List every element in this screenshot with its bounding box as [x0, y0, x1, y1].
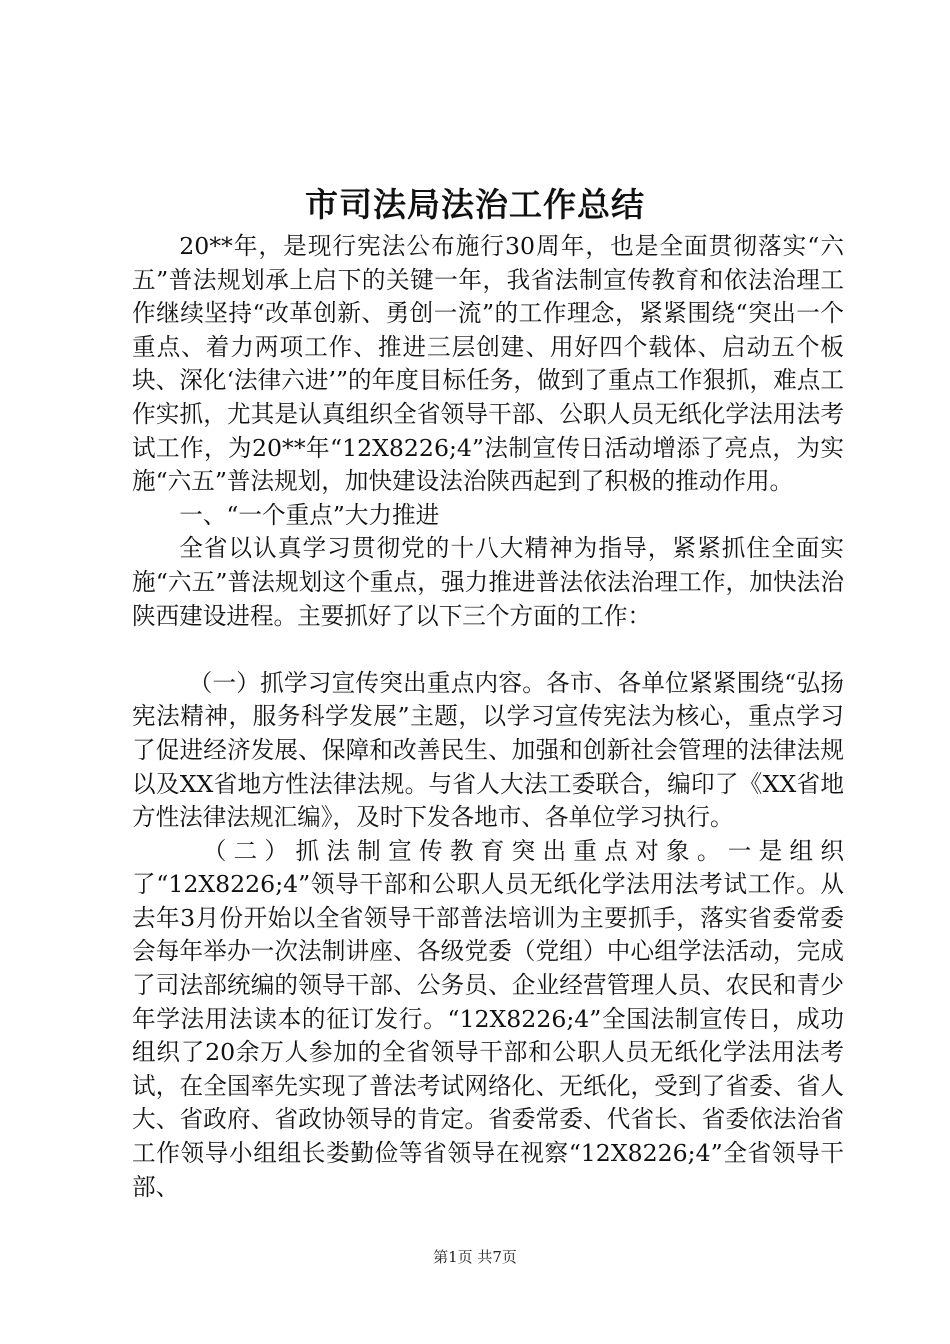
page-indicator: 第1页 共7页 [433, 1248, 517, 1266]
paragraph-spacer [132, 633, 844, 667]
paragraph-subsection-2: （二）抓法制宣传教育突出重点对象。一是组织了“12X8226;4”领导干部和公职人员无纸化学法用法考试工作。从去年3月份开始以全省领导干部普法培训为主要抓手，落实省委常委会每年举办一次法制讲座、各级党委（党组）中心组学法活动，完成了司法部统编的领导干部、公务员、企业经营管理人员、农民和青少年学法用法读本的征订发行。“12X8226;4”全国法制宣传日，成功组织了20余万人参加的全省领导干部和公职人员无纸化学法用法考试，在全国率先实现了普法考试网络化、无纸化，受到了省委、省人大、省政府、省政协领导的肯定。省委常委、代省长、省委依法治省工作领导小组组长娄勤俭等省领导在视察“12X8226;4”全省领导干部、 [132, 836, 844, 1201]
paragraph-subsection-1: （一）抓学习宣传突出重点内容。各市、各单位紧紧围绕“弘扬宪法精神，服务科学发展”主题，以学习宣传宪法为核心，重点学习了促进经济发展、保障和改善民生、加强和创新社会管理的法律法规以及XX省地方性法律法规。与省人大法工委联合，编印了《XX省地方性法律法规汇编》，及时下发各地市、各单位学习执行。 [132, 668, 844, 832]
document-body [132, 230, 844, 1204]
section-heading-1: 一、“一个重点”大力推进 [179, 500, 440, 529]
document-title: 市司法局法治工作总结 [305, 185, 645, 224]
paragraph-intro: 20**年，是现行宪法公布施行30周年，也是全面贯彻落实“六五”普法规划承上启下的关键一年，我省法制宣传教育和依法治理工作继续坚持“改革创新、勇创一流”的工作理念，紧紧围绕“突出一个重点、着力两项工作、推进三层创建、用好四个载体、启动五个板块、深化‘法律六进’”的年度目标任务，做到了重点工作狠抓，难点工作实抓，尤其是认真组织全省领导干部、公职人员无纸化学法用法考试工作，为20**年“12X8226;4”法制宣传日活动增添了亮点，为实施“六五”普法规划，加快建设法治陕西起到了积极的推动作用。 [132, 232, 844, 496]
paragraph-section-1: 全省以认真学习贯彻党的十八大精神为指导，紧紧抓住全面实施“六五”普法规划这个重点，强力推进普法依法治理工作，加快法治陕西建设进程。主要抓好了以下三个方面的工作： [132, 534, 844, 630]
